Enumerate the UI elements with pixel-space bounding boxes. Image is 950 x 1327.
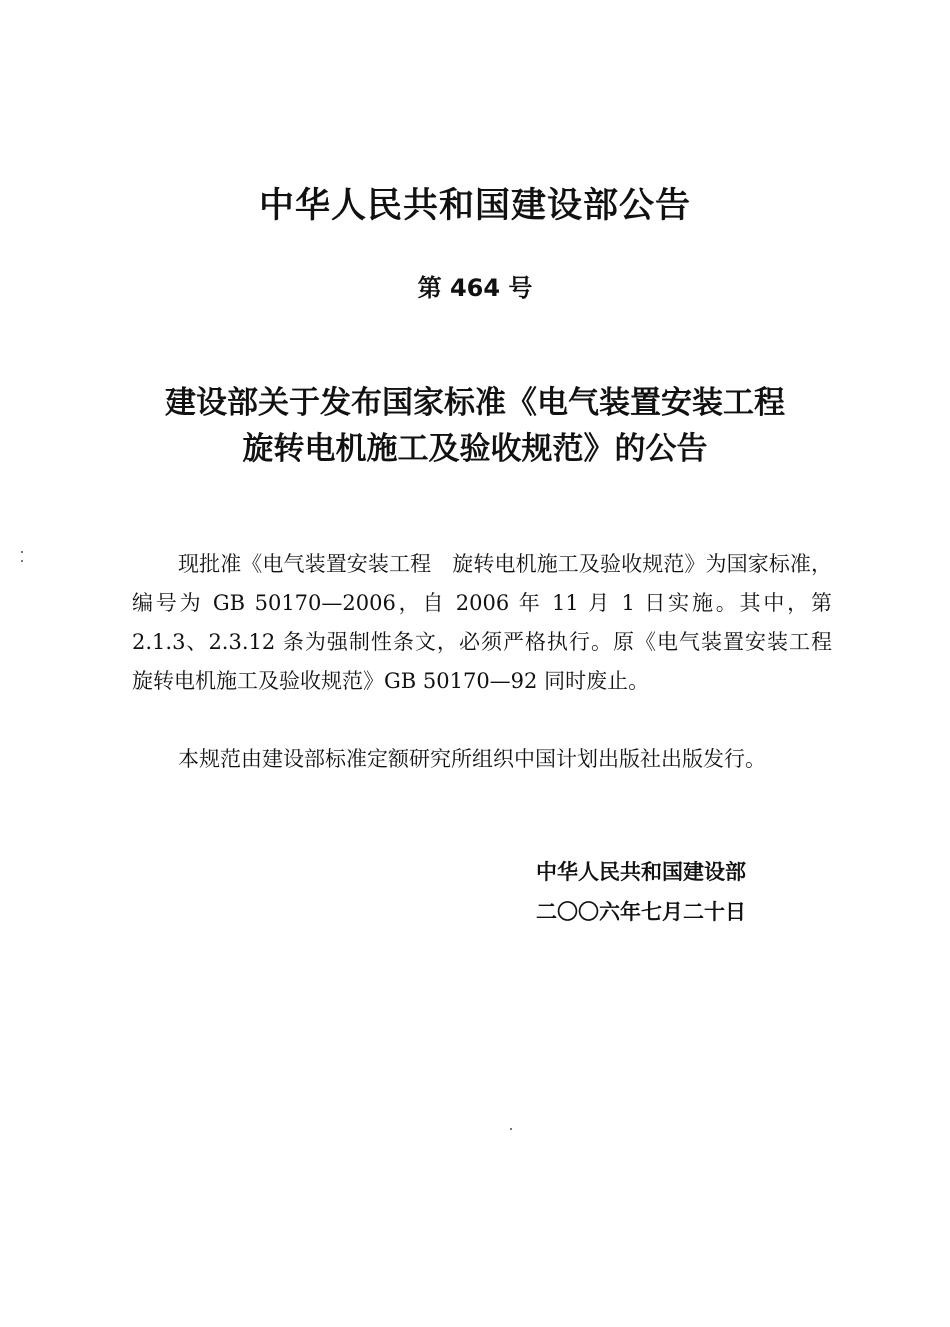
- scan-speck: [21, 551, 23, 553]
- document-number: 第 464 号: [417, 274, 533, 302]
- signature-block: [536, 852, 746, 932]
- body-paragraph-publication: 本规范由建设部标准定额研究所组织中国计划出版社出版发行。: [178, 747, 766, 771]
- signature-date: 二〇〇六年七月二十日: [536, 900, 746, 924]
- announcement-title: [80, 380, 870, 472]
- authority-title: 中华人民共和国建设部公告: [258, 186, 691, 226]
- announcement-title-line-2: 旋转电机施工及验收规范》的公告: [242, 431, 708, 467]
- scan-speck: [21, 560, 23, 562]
- body-paragraph-approval: 现批准《电气装置安装工程 旋转电机施工及验收规范》为国家标准，编号为 GB 50170—2006，自 2006 年 11 月 1 日实施。其中，第 2.1.3、2.3.12 条为强制性条文，必须严格执行。原《电气装置安装工程 旋转电机施工及验收规范》GB 50170—92 同时废止。: [132, 552, 853, 693]
- announcement-title-line-1: 建设部关于发布国家标准《电气装置安装工程: [165, 385, 785, 421]
- scan-speck: [510, 1128, 512, 1130]
- signature-organization: 中华人民共和国建设部: [536, 860, 746, 884]
